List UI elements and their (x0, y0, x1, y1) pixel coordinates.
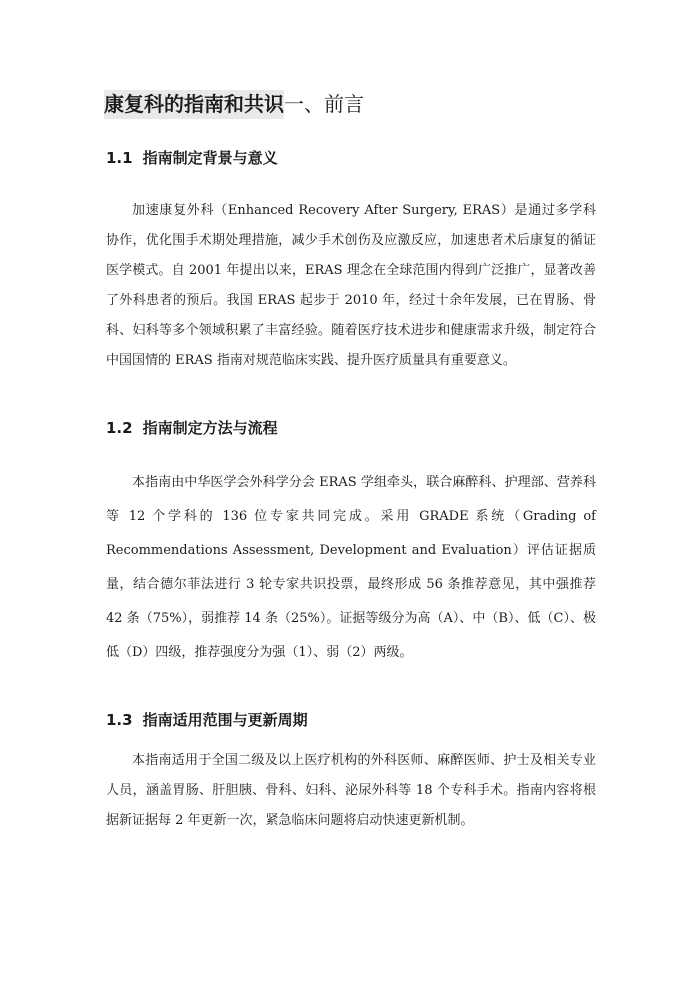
section-number: 1.1 (106, 149, 133, 167)
section-paragraph-1-1: 加速康复外科（Enhanced Recovery After Surgery, ERAS）是通过多学科协作，优化围手术期处理措施，减少手术创伤及应激反应，加速患者术后康复的循证医学模式。自 2001 年提出以来，ERAS 理念在全球范围内得到广泛推广，显著改善了外科患者的预后。我国 ERAS 起步于 2010 年，经过十余年发展，已在胃肠、骨科、妇科等多个领域积累了丰富经验。随着医疗技术进步和健康需求升级，制定符合中国国情的 ERAS 指南对规范临床实践、提升医疗质量具有重要意义。 (106, 203, 596, 368)
section-title: 指南适用范围与更新周期 (142, 711, 308, 729)
section-paragraph-1-2: 本指南由中华医学会外科学分会 ERAS 学组牵头，联合麻醉科、护理部、营养科等 12 个学科的 136 位专家共同完成。采用 GRADE 系统（Grading of Recommendations Assessment, Development and Evaluation）评估证据质量，结合德尔菲法进行 3 轮专家共识投票，最终形成 56 条推荐意见，其中强推荐 42 条（75%），弱推荐 14 条（25%）。证据等级分为高（A）、中（B）、低（C）、极低（D）四级，推荐强度分为强（1）、弱（2）两级。 (106, 475, 596, 660)
section-heading-1-3 (106, 708, 308, 732)
section-title: 指南制定方法与流程 (142, 419, 278, 437)
section-number: 1.2 (106, 419, 133, 437)
section-paragraph-1-3: 本指南适用于全国二级及以上医疗机构的外科医师、麻醉医师、护士及相关专业人员，涵盖胃肠、肝胆胰、骨科、妇科、泌尿外科等 18 个专科手术。指南内容将根据新证据每 2 年更新一次，紧急临床问题将启动快速更新机制。 (106, 753, 596, 828)
section-heading-1-1 (106, 146, 278, 170)
document-title (104, 86, 364, 122)
title-highlighted-text: 康复科的指南和共识 (104, 90, 284, 119)
title-rest-text: 一、前言 (284, 92, 364, 116)
section-heading-1-2 (106, 416, 278, 440)
section-number: 1.3 (106, 711, 133, 729)
section-title: 指南制定背景与意义 (142, 149, 278, 167)
